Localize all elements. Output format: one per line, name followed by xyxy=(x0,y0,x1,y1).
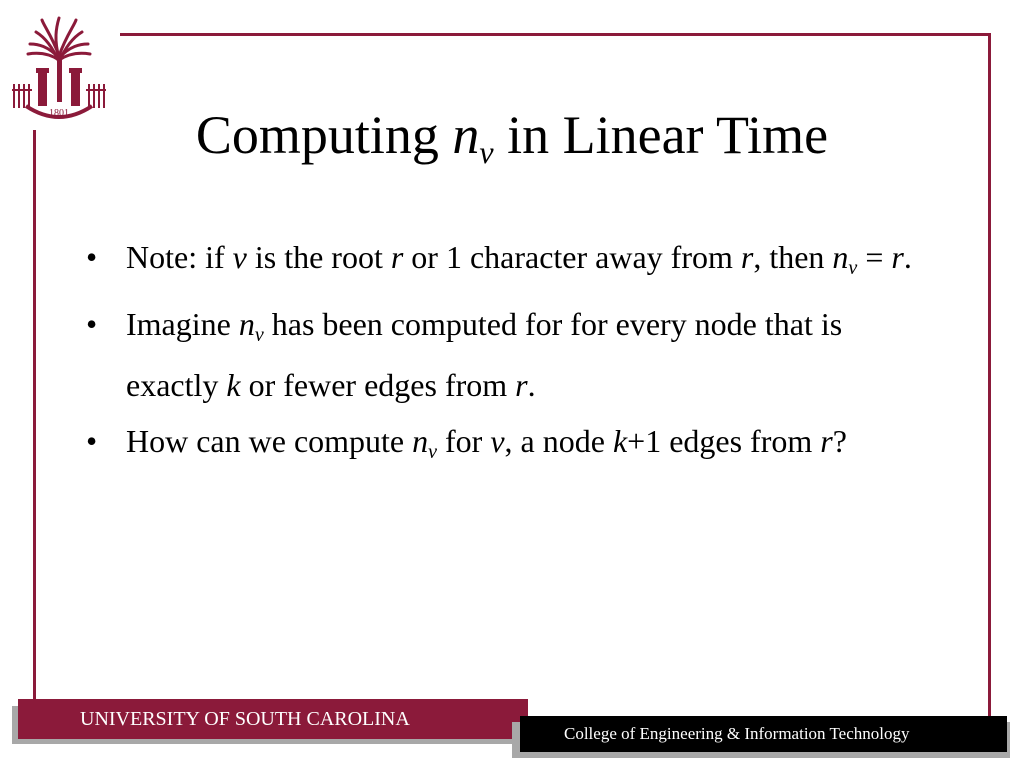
bullet-variable: r xyxy=(740,239,754,275)
title-subscript: v xyxy=(479,134,494,170)
bullet-subscript: v xyxy=(254,324,264,346)
college-name: College of Engineering & Information Technology xyxy=(564,724,910,743)
bullet-variable: v xyxy=(232,239,247,275)
logo-year: 1801 xyxy=(49,108,69,119)
bullet-text: Imagine xyxy=(126,306,239,342)
bullet-text: ? xyxy=(832,423,847,459)
bullet-text: has been computed for for every node that is exactly xyxy=(126,306,843,403)
bullet-variable: n xyxy=(412,423,429,459)
slide-title xyxy=(0,100,1024,187)
bullet-dot: • xyxy=(86,306,98,342)
bullet-subscript: v xyxy=(848,257,858,279)
bullet-text: or fewer edges from xyxy=(240,367,516,403)
bullet-text: . xyxy=(903,239,912,275)
bullet-variable: n xyxy=(238,306,255,342)
bullet-dot: • xyxy=(86,239,98,275)
bullet-dot: • xyxy=(86,423,98,459)
bullet-text: +1 edges from xyxy=(627,423,821,459)
bullet-text: . xyxy=(527,367,536,403)
bullet-list xyxy=(82,232,942,483)
bullet-variable: k xyxy=(226,367,241,403)
bullet-text: or 1 character away from xyxy=(403,239,741,275)
bullet-variable: r xyxy=(891,239,904,275)
title-prefix: Computing xyxy=(195,105,453,165)
bullet-text: , then xyxy=(753,239,833,275)
bullet-item xyxy=(82,299,942,410)
bullet-text: is the root xyxy=(246,239,391,275)
bullet-variable: k xyxy=(612,423,628,459)
title-suffix: in Linear Time xyxy=(493,105,829,165)
bullet-variable: n xyxy=(832,239,849,275)
university-name: UNIVERSITY OF SOUTH CAROLINA xyxy=(80,708,410,730)
bullet-text: , a node xyxy=(504,423,613,459)
bullet-variable: r xyxy=(390,239,404,275)
bullet-text: How can we compute xyxy=(126,423,413,459)
bullet-variable: r xyxy=(820,423,833,459)
bullet-text: = xyxy=(857,239,892,275)
bullet-text: Note: if xyxy=(126,239,233,275)
slide-frame-left xyxy=(33,130,36,705)
bullet-subscript: v xyxy=(428,441,438,463)
bullet-item xyxy=(82,416,942,477)
college-name-bar xyxy=(520,716,1007,752)
slide-frame-top xyxy=(120,33,990,36)
bullet-item xyxy=(82,232,942,293)
bullet-text: for xyxy=(437,423,491,459)
title-variable: n xyxy=(452,105,480,165)
bullet-variable: r xyxy=(515,367,528,403)
university-name-bar xyxy=(18,699,528,739)
bullet-variable: v xyxy=(490,423,505,459)
